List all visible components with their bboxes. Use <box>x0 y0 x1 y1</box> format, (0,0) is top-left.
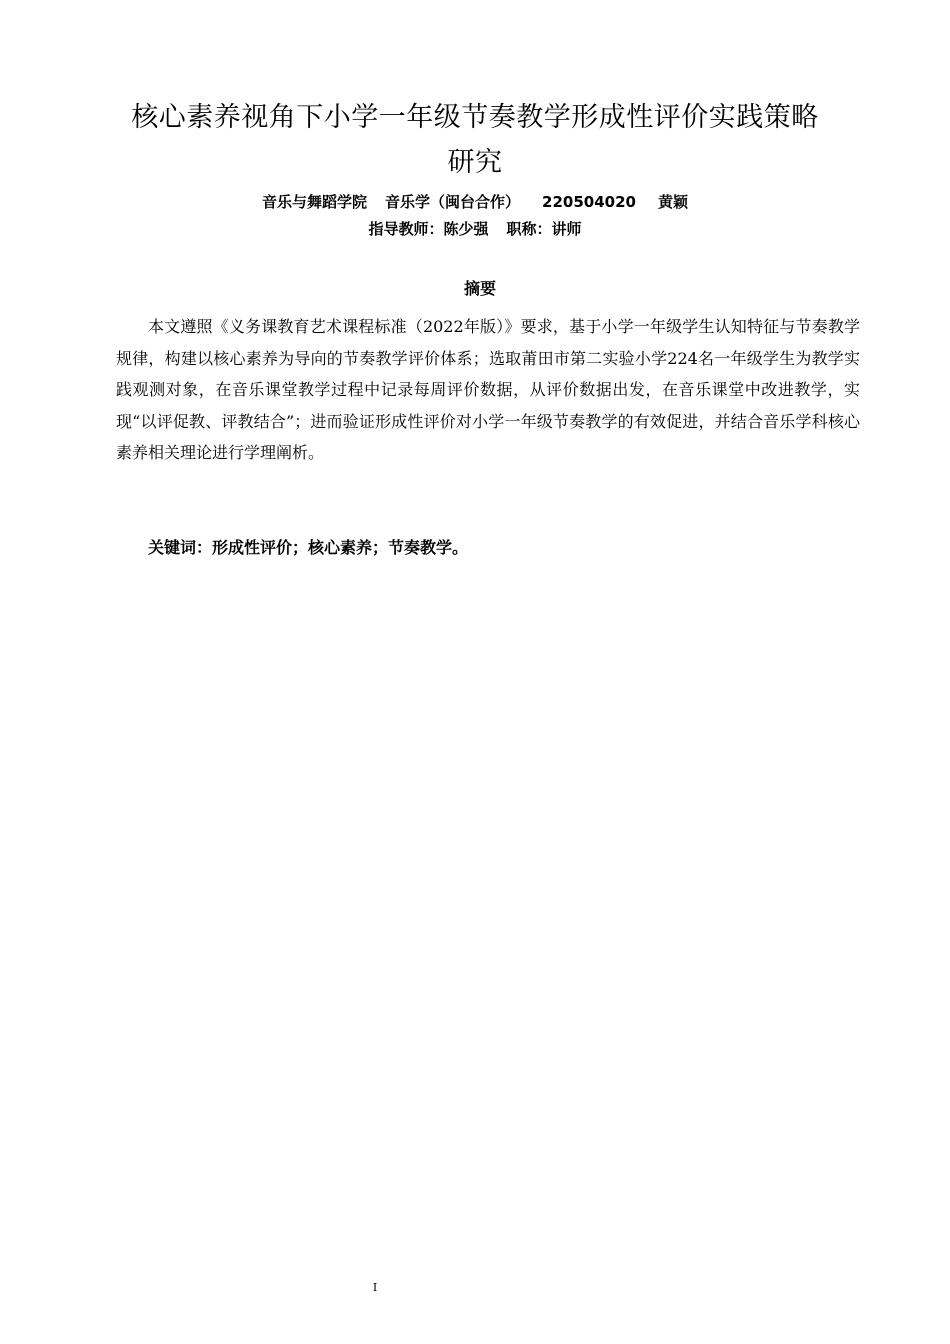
abstract-heading: 摘要 <box>463 279 496 298</box>
advisor-title: 职称：讲师 <box>506 220 582 238</box>
major-name: 音乐学（闽台合作） <box>385 193 521 211</box>
advisor-info-line <box>0 218 950 240</box>
abstract-body: 本文遵照《义务课教育艺术课程标准（2022年版）》要求，基于小学一年级学生认知特征与节奏教学规律，构建以核心素养为导向的节奏教学评价体系；选取莆田市第二实验小学224名一年级学生为教学实践观测对象，在音乐课堂教学过程中记录每周评价数据，从评价数据出发，在音乐课堂中改进教学，实现“以评促教、评教结合”；进而验证形成性评价对小学一年级节奏教学的有效促进，并结合音乐学科核心素养相关理论进行学理阐析。 <box>116 317 860 463</box>
student-name: 黄颖 <box>657 193 688 211</box>
paper-title-line-1: 核心素养视角下小学一年级节奏教学形成性评价实践策略 <box>131 102 819 133</box>
paper-title-line-2: 研究 <box>447 147 503 178</box>
page-number: I <box>372 1281 378 1294</box>
keywords-line: 关键词：形成性评价；核心素养；节奏教学。 <box>148 538 469 557</box>
student-id: 220504020 <box>542 193 636 211</box>
advisor-name: 指导教师：陈少强 <box>368 220 489 238</box>
school-name: 音乐与舞蹈学院 <box>262 193 368 211</box>
author-info-line <box>0 191 950 213</box>
